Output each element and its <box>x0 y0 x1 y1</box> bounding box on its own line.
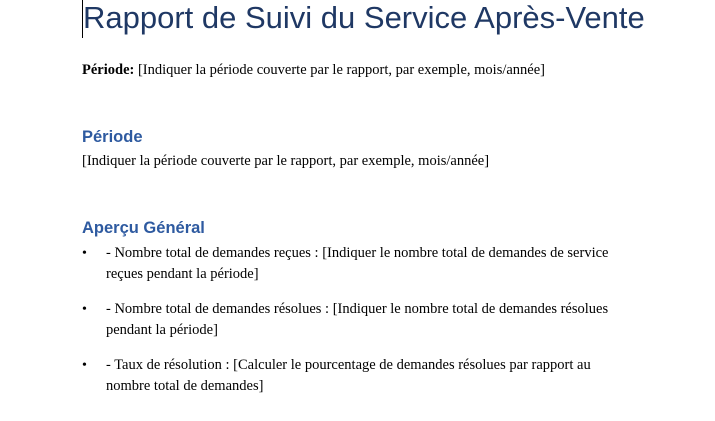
list-item-line: - Nombre total de demandes reçues : [Indiquer le nombre total de demandes de service <box>106 245 609 261</box>
bullet-icon: • <box>82 302 87 317</box>
section-heading-periode[interactable]: Période <box>82 128 143 146</box>
list-item-line: reçues pendant la période] <box>106 266 259 282</box>
section-heading-apercu[interactable]: Aperçu Général <box>82 219 205 237</box>
list-item-text <box>106 355 666 397</box>
list-item-line: nombre total de demandes] <box>106 378 264 394</box>
periode-text[interactable]: [Indiquer la période couverte par le rapport, par exemple, mois/année] <box>82 153 490 169</box>
bullet-icon: • <box>82 246 87 261</box>
list-item-text <box>106 243 666 285</box>
list-item-text <box>106 299 666 341</box>
bullet-icon: • <box>82 358 87 373</box>
period-value: [Indiquer la période couverte par le rapport, par exemple, mois/année] <box>134 62 545 78</box>
list-item-line: - Taux de résolution : [Calculer le pourcentage de demandes résolues par rapport au <box>106 357 591 373</box>
list-item-line: - Nombre total de demandes résolues : [Indiquer le nombre total de demandes résolues <box>106 301 609 317</box>
period-label: Période: <box>82 62 135 78</box>
document-title[interactable]: Rapport de Suivi du Service Après-Vente <box>83 0 645 35</box>
period-summary-line[interactable] <box>82 61 545 79</box>
list-item-line: pendant la période] <box>106 322 218 338</box>
